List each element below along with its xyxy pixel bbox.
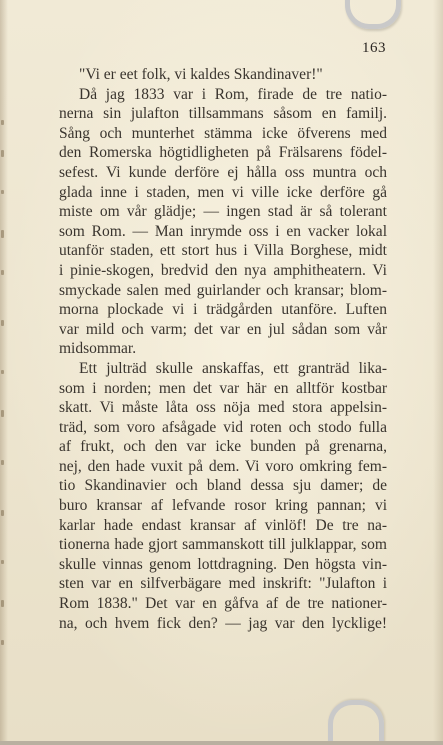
text-line: nerna sin julafton tillsammans såsom en familj. — [59, 105, 387, 123]
text-line: smyckade salen med guirlander och kransar; blom- — [59, 281, 387, 299]
text-line: skatt. Vi måste låta oss nöja med stora appelsin- — [59, 399, 387, 417]
text-line: nej, den hade vuxit på dem. Vi voro omkring fem- — [59, 457, 387, 475]
text-line: utanför staden, ett stort hus i Villa Borghese, midt — [59, 242, 387, 260]
paper-clip-top-icon — [345, 0, 401, 29]
text-line: "Vi er eet folk, vi kaldes Skandinaver!" — [79, 66, 323, 83]
text-line: glada inne i staden, men vi ville icke derföre gå — [59, 183, 387, 201]
text-line: i pinie-skogen, bredvid den nya amphitheatern. Vi — [59, 261, 387, 279]
text-line: var mild och varm; det var en jul sådan som vår — [59, 320, 387, 338]
text-line: den Romerska högtidligheten på Frälsarens födel- — [59, 144, 387, 162]
text-line: na, och hvem fick den? — jag var den lycklige! — [59, 614, 387, 632]
text-line: miste om vår glädje; — ingen stad är så tolerant — [59, 203, 387, 221]
text-line: buro kransar af lefvande rosor kring pannan; vi — [59, 497, 387, 515]
page-edge-shadow — [433, 0, 443, 745]
paper-clip-bottom-icon — [328, 700, 384, 745]
text-line: som i norden; men det var här en alltför kostbar — [59, 379, 387, 397]
body-text — [59, 65, 387, 633]
bottom-border — [0, 741, 443, 745]
text-line: skulle vinnas genom lottdragning. Den högsta vin- — [59, 555, 387, 573]
page-number: 163 — [362, 40, 386, 56]
text-line: som Rom. — Man inrymde oss i en vacker lokal — [59, 222, 387, 240]
text-line: Rom 1838." Det var en gåfva af de tre nationer- — [59, 595, 387, 613]
text-line: sefest. Vi kunde derföre ej hålla oss muntra och — [59, 163, 387, 181]
text-line: sten var en silfverbägare med inskrift: "Julafton i — [59, 575, 387, 593]
text-line: träd, som voro afsågade vid roten och stodo fulla — [59, 418, 387, 436]
text-line: af frukt, och den var icke bunden på grenarna, — [59, 438, 387, 456]
text-line: midsommar. — [59, 340, 137, 358]
bleed-through-marks — [1, 110, 7, 670]
text-line: Ett julträd skulle anskaffas, ett granträd lika- — [79, 359, 387, 377]
text-line: morna plockade vi i trädgården utanföre. Luften — [59, 301, 387, 319]
text-line: tio Skandinavier och bland dessa sju damer; de — [59, 477, 387, 495]
text-line: karlar hade endast kransar af vinlöf! De tre na- — [59, 516, 387, 534]
text-line: Då jag 1833 var i Rom, firade de tre natio- — [79, 85, 387, 103]
text-line: Sång och munterhet stämma icke öfverens med — [59, 124, 387, 142]
text-line: tionerna hade gjort sammanskott till julklappar, som — [59, 536, 387, 554]
